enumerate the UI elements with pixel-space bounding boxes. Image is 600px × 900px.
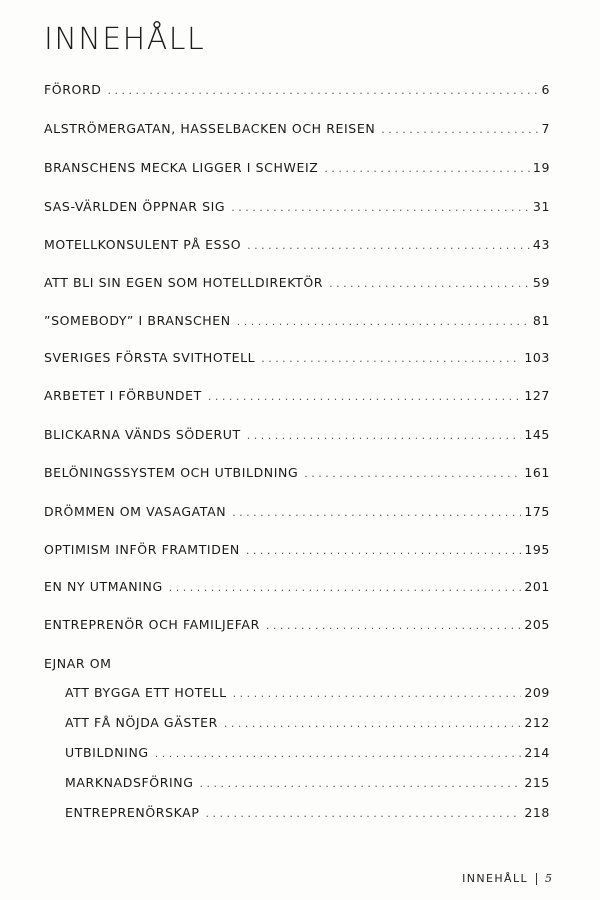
toc-subentry (65, 773, 550, 793)
page-title: INNEHÅLL (44, 22, 206, 57)
toc-entry-label: ALSTRÖMERGATAN, HASSELBACKEN OCH REISEN (44, 121, 376, 136)
dot-leader (266, 616, 521, 636)
toc-entry-label: ARBETET I FÖRBUNDET (44, 388, 202, 403)
toc-subentry (65, 743, 550, 763)
toc-subentry-label: ENTREPRENÖRSKAP (65, 805, 200, 820)
dot-leader (329, 274, 530, 294)
toc-entry (44, 158, 550, 178)
toc-entry (44, 273, 550, 293)
toc-entry-page: 7 (541, 121, 550, 136)
toc-entry (44, 311, 550, 331)
toc-entry (44, 615, 550, 635)
toc-entry (44, 463, 550, 483)
section-heading: EJNAR OM (44, 656, 112, 671)
dot-leader (324, 159, 529, 179)
toc-entry-page: 175 (524, 504, 550, 519)
toc-entry-label: ”SOMEBODY” I BRANSCHEN (44, 313, 231, 328)
toc-entry (44, 119, 550, 139)
dot-leader (155, 744, 522, 764)
dot-leader (232, 503, 521, 523)
toc-entry-page: 6 (541, 82, 550, 97)
dot-leader (107, 81, 538, 101)
toc-subentry-label: UTBILDNING (65, 745, 149, 760)
toc-entry (44, 386, 550, 406)
toc-entry (44, 197, 550, 217)
page-footer (462, 872, 552, 885)
running-head: INNEHÅLL (462, 872, 528, 885)
toc-entry-label: SAS-VÄRLDEN ÖPPNAR SIG (44, 199, 226, 214)
toc-entry-page: 19 (532, 160, 550, 175)
toc-entry (44, 235, 550, 255)
toc-subentry-page: 212 (524, 715, 550, 730)
toc-entry-label: OPTIMISM INFÖR FRAMTIDEN (44, 542, 240, 557)
toc-subentry-label: ATT FÅ NÖJDA GÄSTER (65, 715, 218, 730)
toc-entry (44, 540, 550, 560)
toc-subentry (65, 713, 550, 733)
footer-divider (536, 873, 537, 885)
toc-entry-label: ATT BLI SIN EGEN SOM HOTELLDIREKTÖR (44, 275, 324, 290)
toc-entry (44, 577, 550, 597)
toc-entry (44, 425, 550, 445)
toc-subentry-page: 209 (524, 685, 550, 700)
toc-entry-page: 59 (532, 275, 550, 290)
dot-leader (237, 312, 530, 332)
toc-entry-page: 43 (532, 237, 550, 252)
dot-leader (169, 578, 522, 598)
toc-entry (44, 80, 550, 100)
toc-entry (44, 348, 550, 368)
dot-leader (233, 684, 522, 704)
dot-leader (247, 426, 522, 446)
toc-entry-page: 103 (524, 350, 550, 365)
toc-entry-page: 127 (524, 388, 550, 403)
toc-subentry-page: 214 (524, 745, 550, 760)
toc-entry-page: 161 (524, 465, 550, 480)
toc-subentry (65, 683, 550, 703)
dot-leader (224, 714, 521, 734)
dot-leader (246, 541, 521, 561)
page-number: 5 (545, 872, 552, 885)
toc-entry-page: 201 (524, 579, 550, 594)
toc-subentry-label: ATT BYGGA ETT HOTELL (65, 685, 227, 700)
toc-subentry-label: MARKNADSFÖRING (65, 775, 194, 790)
toc-subentry-page: 218 (524, 805, 550, 820)
toc-entry (44, 502, 550, 522)
dot-leader (231, 198, 530, 218)
toc-subentry (65, 803, 550, 823)
toc-entry-label: SVERIGES FÖRSTA SVITHOTELL (44, 350, 256, 365)
toc-entry-page: 81 (532, 313, 550, 328)
dot-leader (381, 120, 538, 140)
dot-leader (200, 774, 522, 794)
dot-leader (304, 464, 521, 484)
toc-entry-label: DRÖMMEN OM VASAGATAN (44, 504, 227, 519)
toc-subentry-page: 215 (524, 775, 550, 790)
dot-leader (208, 387, 521, 407)
toc-entry-page: 205 (524, 617, 550, 632)
toc-entry-page: 31 (532, 199, 550, 214)
toc-entry-label: FÖRORD (44, 82, 102, 97)
toc-entry-label: ENTREPRENÖR OCH FAMILJEFAR (44, 617, 260, 632)
toc-entry-label: BLICKARNA VÄNDS SÖDERUT (44, 427, 241, 442)
dot-leader (261, 349, 521, 369)
toc-entry-label: BELÖNINGSSYSTEM OCH UTBILDNING (44, 465, 299, 480)
toc-entry-label: BRANSCHENS MECKA LIGGER I SCHWEIZ (44, 160, 319, 175)
toc-entry-label: MOTELLKONSULENT PÅ ESSO (44, 237, 242, 252)
toc-entry-page: 195 (524, 542, 550, 557)
dot-leader (247, 236, 530, 256)
toc-entry-label: EN NY UTMANING (44, 579, 163, 594)
dot-leader (205, 804, 521, 824)
toc-entry-page: 145 (524, 427, 550, 442)
